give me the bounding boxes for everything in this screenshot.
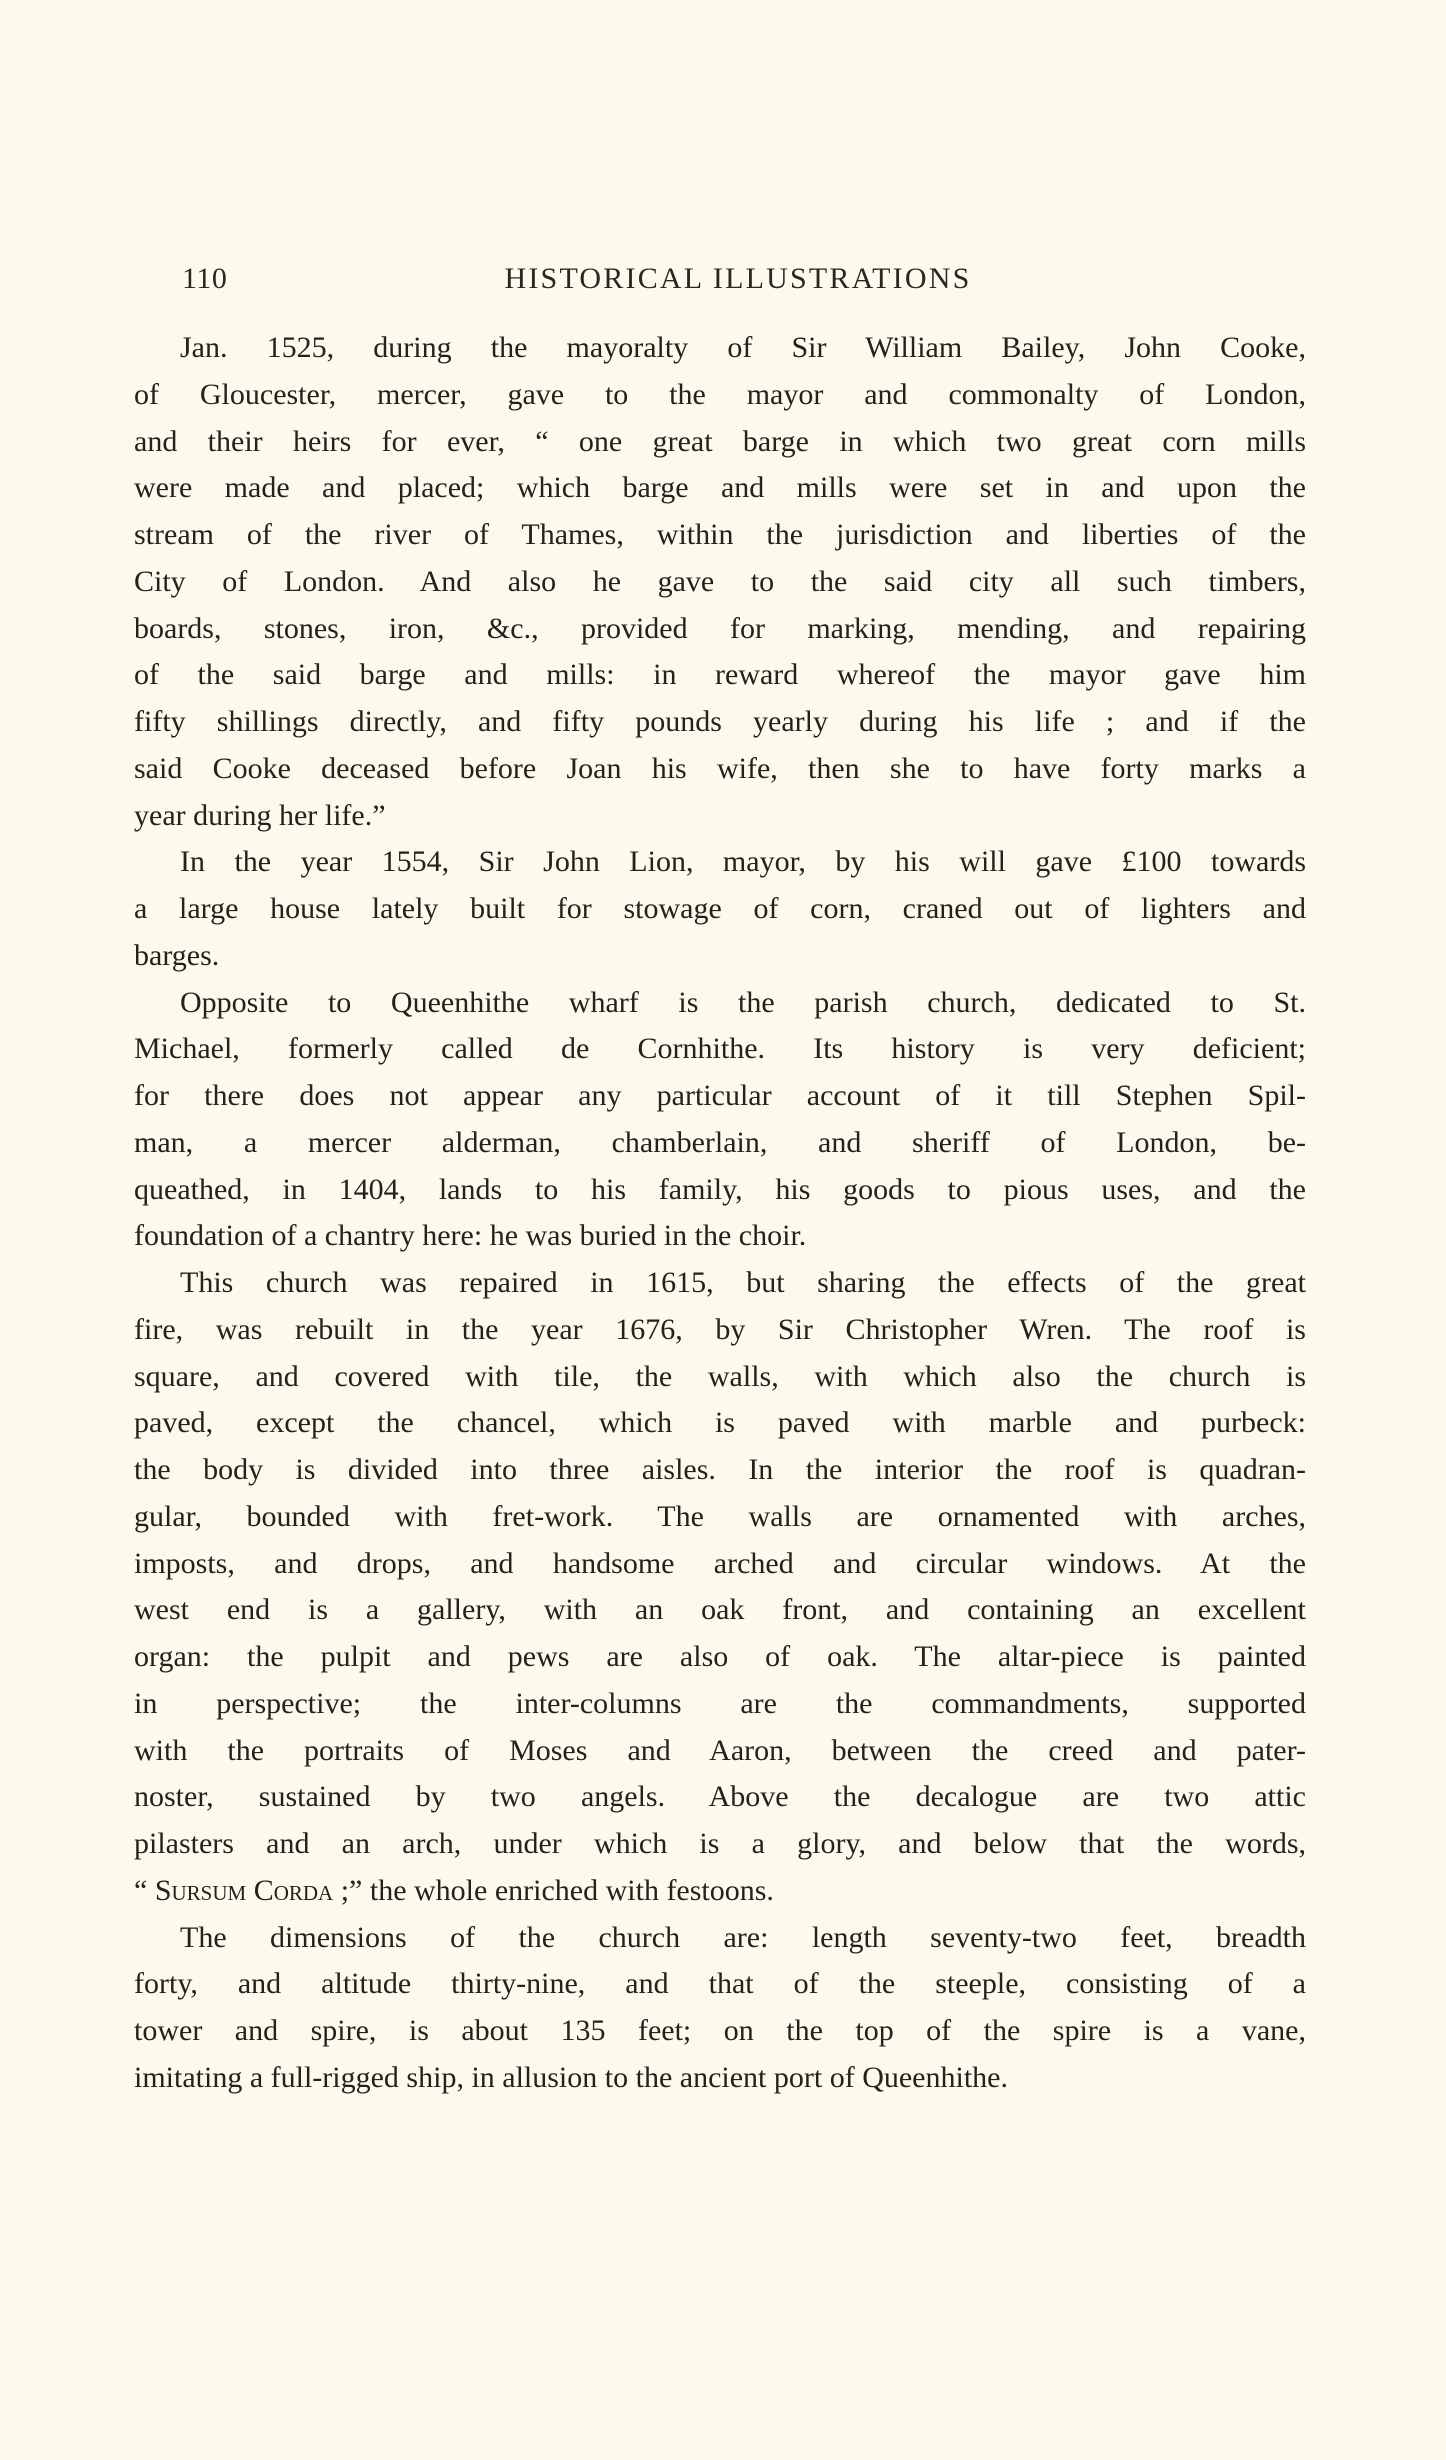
open-quote: “: [134, 1873, 155, 1907]
text-line: barges.: [134, 938, 220, 972]
text-line: said Cooke deceased before Joan his wife, then she to have forty marks a: [134, 751, 1306, 785]
text-line: noster, sustained by two angels. Above the decalogue are two attic: [134, 1780, 1306, 1814]
paragraph-4: [134, 1260, 1306, 1915]
text-line: for there does not appear any particular account of it till Stephen Spil-: [134, 1079, 1306, 1112]
text-line: In the year 1554, Sir John Lion, mayor, by his will gave £100 towards: [180, 845, 1306, 879]
text-line: stream of the river of Thames, within the jurisdiction and liberties of the: [134, 518, 1306, 551]
text-line: paved, except the chancel, which is paved with marble and purbeck:: [134, 1406, 1306, 1440]
text-line: imposts, and drops, and handsome arched and circular windows. At the: [134, 1546, 1306, 1580]
text-line: west end is a gallery, with an oak front, and containing an excellent: [134, 1593, 1306, 1627]
running-head: [168, 262, 1308, 302]
text-line: a large house lately built for stowage of corn, craned out of lighters and: [134, 892, 1306, 925]
text-line: were made and placed; which barge and mills were set in and upon the: [134, 471, 1306, 505]
sursum-corda-phrase: Sursum Corda: [154, 1873, 334, 1907]
quote-continuation: ;” the whole enriched with festoons.: [333, 1873, 774, 1907]
paragraph-2: [134, 839, 1306, 979]
text-line: year during her life.”: [134, 798, 386, 832]
text-line: gular, bounded with fret-work. The walls are ornamented with arches,: [134, 1499, 1306, 1533]
text-line: fifty shillings directly, and fifty pounds yearly during his life ; and if the: [134, 705, 1306, 738]
text-line: forty, and altitude thirty-nine, and that of the steeple, consisting of a: [134, 1967, 1306, 2001]
text-line: the body is divided into three aisles. In the interior the roof is quadran-: [134, 1453, 1306, 1486]
text-line: The dimensions of the church are: length seventy-two feet, breadth: [180, 1920, 1306, 1954]
page-number: 110: [182, 262, 228, 295]
text-line: square, and covered with tile, the walls, with which also the church is: [134, 1359, 1306, 1393]
text-line: of Gloucester, mercer, gave to the mayor and commonalty of London,: [134, 377, 1306, 411]
body-text: [134, 325, 1306, 2102]
paragraph-3: [134, 980, 1306, 1261]
text-line: Opposite to Queenhithe wharf is the parish church, dedicated to St.: [180, 985, 1306, 1019]
text-line: and their heirs for ever, “ one great barge in which two great corn mills: [134, 424, 1306, 458]
text-line: This church was repaired in 1615, but sharing the effects of the great: [180, 1266, 1306, 1299]
text-line: City of London. And also he gave to the said city all such timbers,: [134, 564, 1306, 598]
text-line: man, a mercer alderman, chamberlain, and sheriff of London, be-: [134, 1125, 1306, 1159]
paragraph-1: [134, 325, 1306, 839]
text-line: tower and spire, is about 135 feet; on the top of the spire is a vane,: [134, 2014, 1306, 2047]
text-line: of the said barge and mills: in reward whereof the mayor gave him: [134, 658, 1306, 692]
text-line: organ: the pulpit and pews are also of oak. The altar-piece is painted: [134, 1640, 1306, 1673]
text-line: with the portraits of Moses and Aaron, between the creed and pater-: [134, 1733, 1306, 1767]
text-line: pilasters and an arch, under which is a glory, and below that the words,: [134, 1827, 1306, 1860]
text-line: imitating a full-rigged ship, in allusion to the ancient port of Queenhithe.: [134, 2060, 1008, 2094]
text-line: Michael, formerly called de Cornhithe. Its history is very deficient;: [134, 1032, 1306, 1066]
paragraph-5: [134, 1915, 1306, 2102]
running-title: HISTORICAL ILLUSTRATIONS: [504, 262, 972, 295]
text-line: in perspective; the inter-columns are the commandments, supported: [134, 1686, 1306, 1720]
text-line: queathed, in 1404, lands to his family, his goods to pious uses, and the: [134, 1172, 1306, 1206]
text-line: fire, was rebuilt in the year 1676, by Sir Christopher Wren. The roof is: [134, 1312, 1306, 1346]
text-line: Jan. 1525, during the mayoralty of Sir William Bailey, John Cooke,: [180, 331, 1306, 364]
text-line: boards, stones, iron, &c., provided for marking, mending, and repairing: [134, 611, 1306, 645]
text-line-quote: [134, 1868, 1306, 1915]
text-line: foundation of a chantry here: he was buried in the choir.: [134, 1219, 807, 1253]
